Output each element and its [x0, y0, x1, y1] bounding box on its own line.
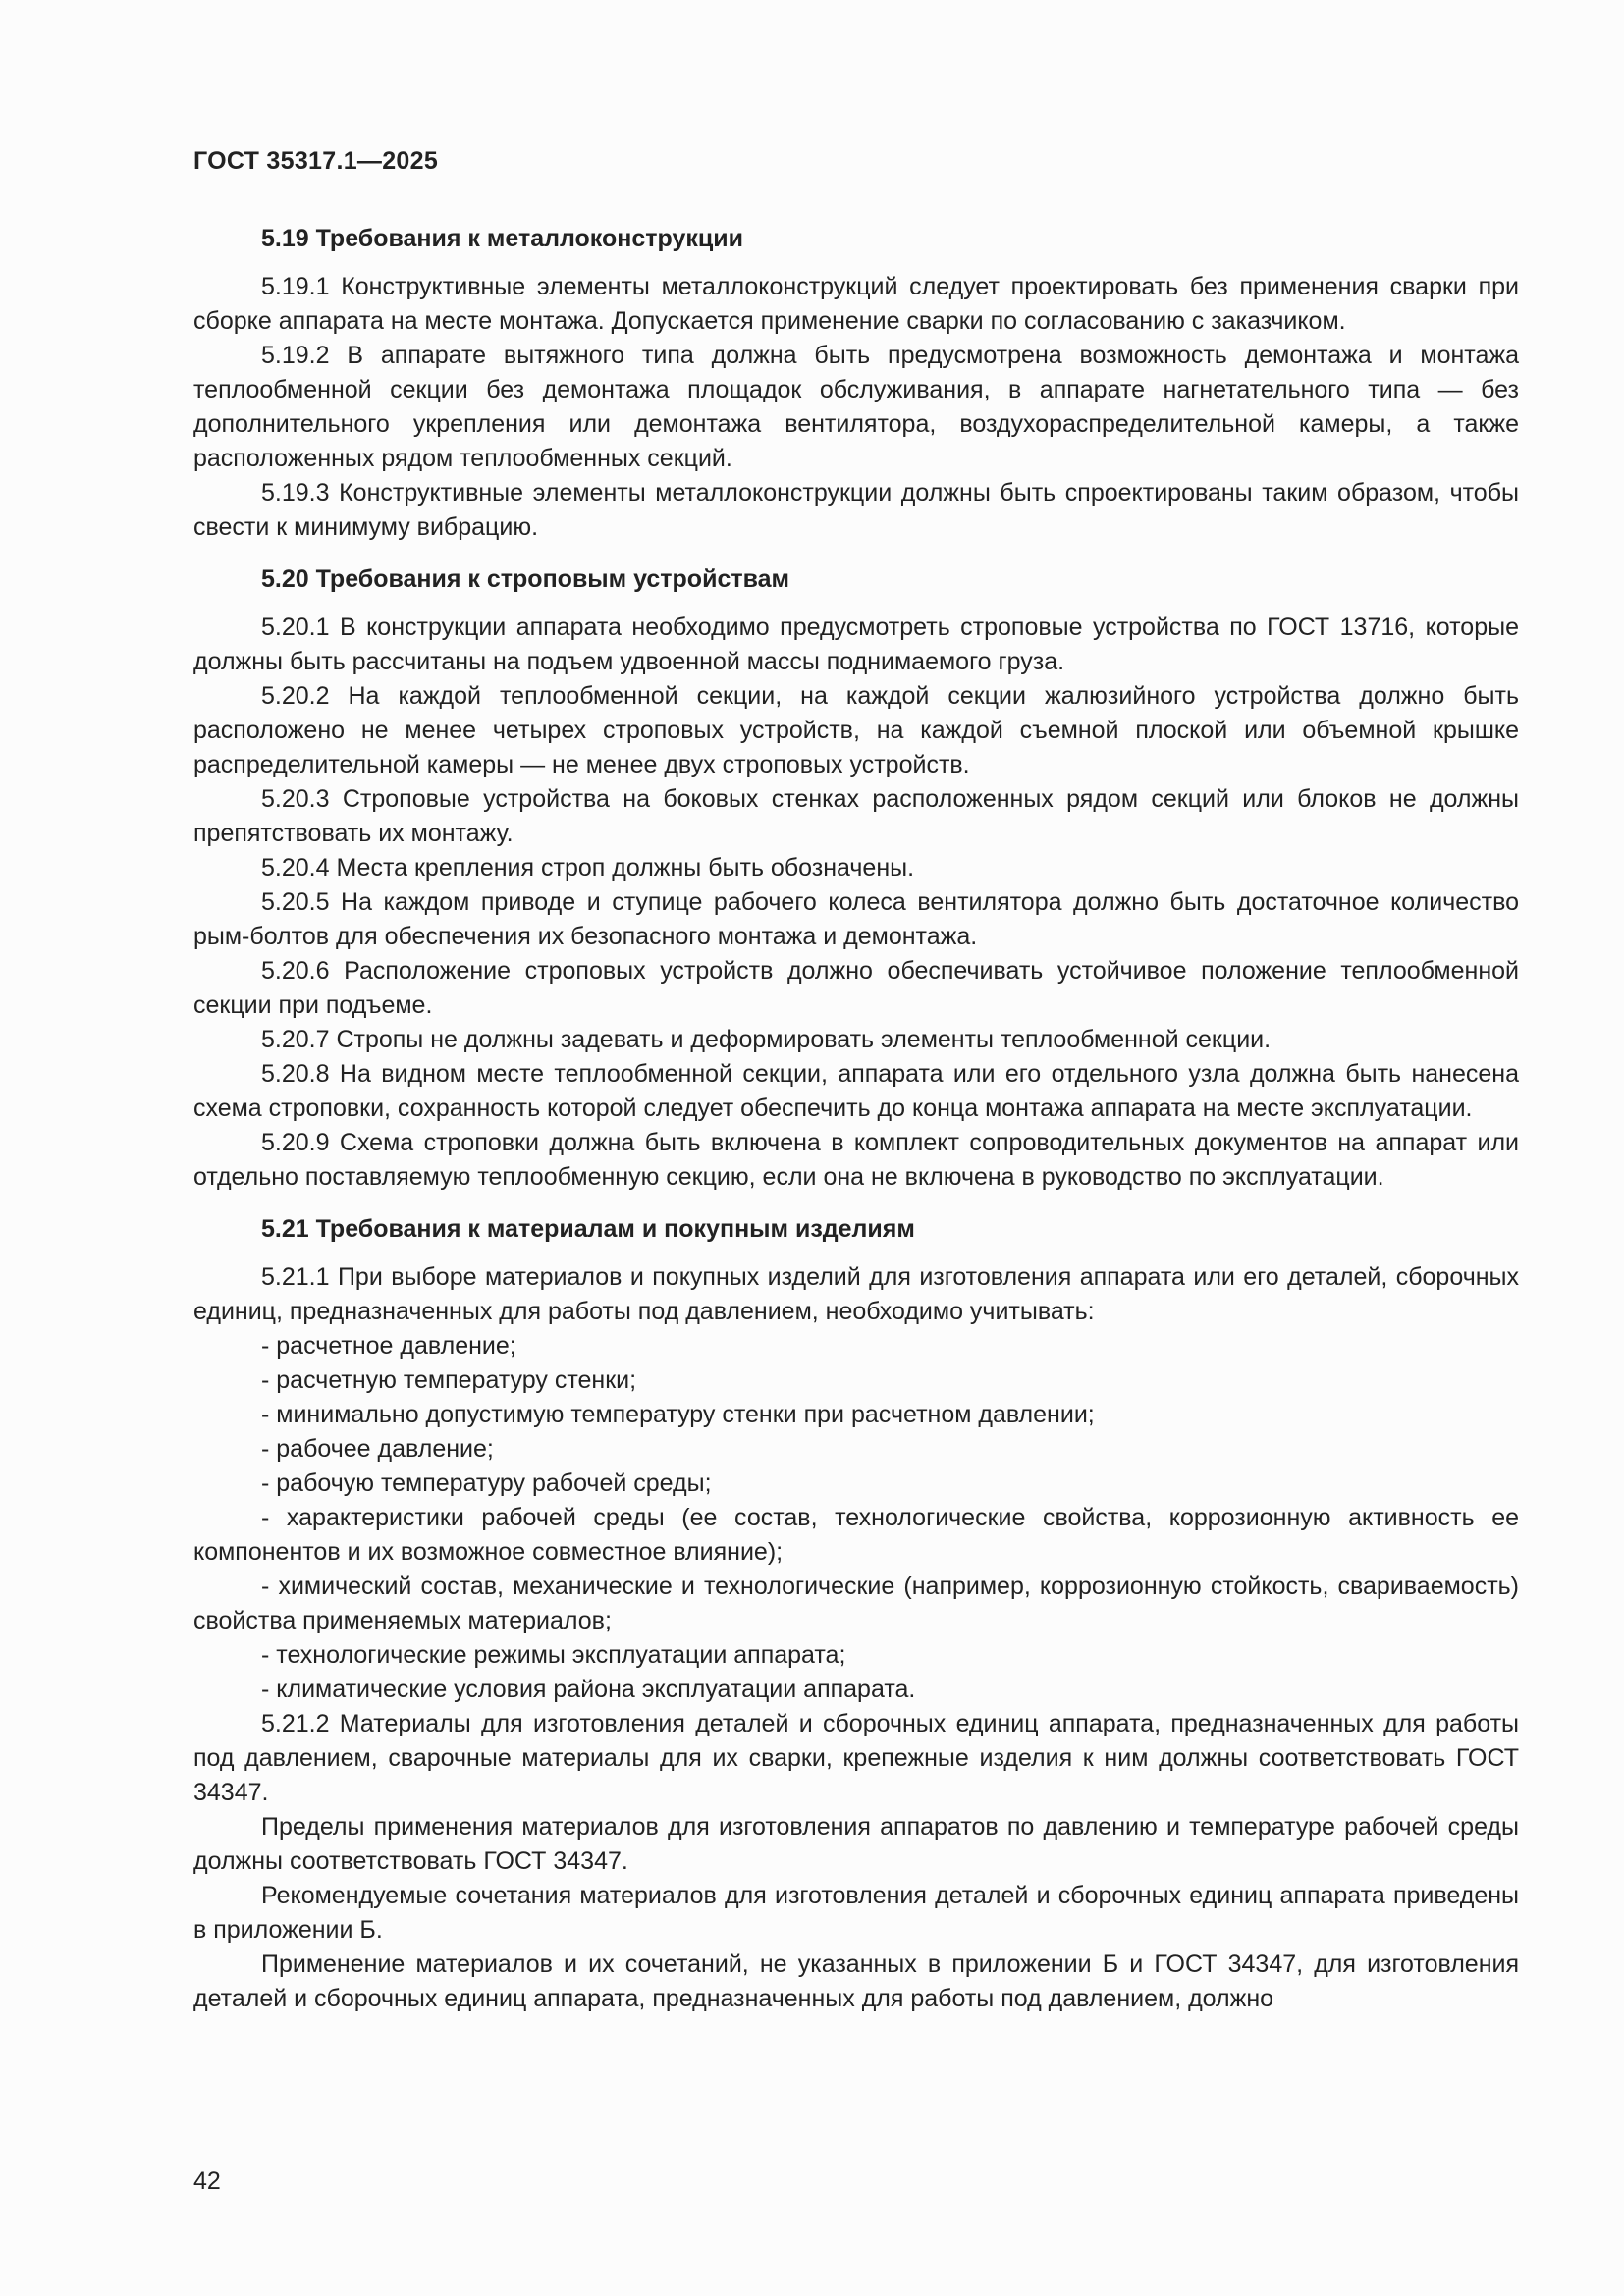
list-item: - характеристики рабочей среды (ее состав, технологические свойства, коррозионную активность ее компонентов и их возможное совместное влияние);: [193, 1504, 1519, 1566]
list-item: - климатические условия района эксплуатации аппарата.: [261, 1676, 916, 1703]
paragraph-5-20-9: 5.20.9 Схема строповки должна быть включена в комплект сопроводительных документов на аппарат или отдельно поставляемую теплообменную секцию, если она не включена в руководство по эксплуатации.: [193, 1129, 1519, 1191]
section-title-5-19: 5.19 Требования к металлоконструкции: [261, 225, 743, 252]
paragraph-5-20-3: 5.20.3 Строповые устройства на боковых стенках расположенных рядом секций или блоков не должны препятствовать их монтажу.: [193, 785, 1519, 847]
paragraph-5-20-7: 5.20.7 Стропы не должны задевать и деформировать элементы теплообменной секции.: [261, 1026, 1272, 1053]
paragraph-other-materials: Применение материалов и их сочетаний, не указанных в приложении Б и ГОСТ 34347, для изготовления деталей и сборочных единиц аппарата, предназначенных для работы под давлением, должно: [193, 1950, 1519, 2012]
paragraph-recommended-combinations: Рекомендуемые сочетания материалов для изготовления деталей и сборочных единиц аппарата приведены в приложении Б.: [193, 1882, 1519, 1944]
paragraph-5-19-1: 5.19.1 Конструктивные элементы металлоконструкций следует проектировать без применения сварки при сборке аппарата на месте монтажа. Допускается применение сварки по согласованию с заказчиком.: [193, 273, 1519, 335]
paragraph-5-19-2: 5.19.2 В аппарате вытяжного типа должна быть предусмотрена возможность демонтажа и монтажа теплообменной секции без демонтажа площадок обслуживания, в аппарате нагнетательного типа — без дополнительного укрепления или демонтажа вентилятора, воздухораспределительной камеры, а также расположенных рядом теплообменных секций.: [193, 342, 1519, 472]
paragraph-5-20-4: 5.20.4 Места крепления строп должны быть обозначены.: [261, 854, 915, 881]
list-item: - минимально допустимую температуру стенки при расчетном давлении;: [261, 1401, 1095, 1428]
list-item: - технологические режимы эксплуатации аппарата;: [261, 1641, 846, 1669]
section-title-5-21: 5.21 Требования к материалам и покупным изделиям: [261, 1215, 915, 1243]
list-item: - рабочую температуру рабочей среды;: [261, 1469, 712, 1497]
list-item: - рабочее давление;: [261, 1435, 494, 1463]
paragraph-5-20-5: 5.20.5 На каждом приводе и ступице рабочего колеса вентилятора должно быть достаточное количество рым-болтов для обеспечения их безопасного монтажа и демонтажа.: [193, 888, 1519, 950]
document-code-header: ГОСТ 35317.1—2025: [193, 147, 439, 175]
paragraph-5-19-3: 5.19.3 Конструктивные элементы металлоконструкции должны быть спроектированы таким образом, чтобы свести к минимуму вибрацию.: [193, 479, 1519, 541]
paragraph-5-20-6: 5.20.6 Расположение строповых устройств должно обеспечивать устойчивое положение теплообменной секции при подъеме.: [193, 957, 1519, 1019]
document-body: [193, 222, 1519, 2016]
list-item: - химический состав, механические и технологические (например, коррозионную стойкость, свариваемость) свойства применяемых материалов;: [193, 1573, 1519, 1634]
paragraph-5-20-1: 5.20.1 В конструкции аппарата необходимо предусмотреть строповые устройства по ГОСТ 13716, которые должны быть рассчитаны на подъем удвоенной массы поднимаемого груза.: [193, 614, 1519, 675]
paragraph-5-21-1: 5.21.1 При выборе материалов и покупных изделий для изготовления аппарата или его деталей, сборочных единиц, предназначенных для работы под давлением, необходимо учитывать:: [193, 1263, 1519, 1325]
section-title-5-20: 5.20 Требования к строповым устройствам: [261, 565, 790, 593]
paragraph-material-limits: Пределы применения материалов для изготовления аппаратов по давлению и температуре рабочей среды должны соответствовать ГОСТ 34347.: [193, 1813, 1519, 1875]
paragraph-5-20-2: 5.20.2 На каждой теплообменной секции, на каждой секции жалюзийного устройства должно быть расположено не менее четырех строповых устройств, на каждой съемной плоской или объемной крышке распределительной камеры — не менее двух строповых устройств.: [193, 682, 1519, 778]
list-item: - расчетную температуру стенки;: [261, 1366, 637, 1394]
page-number: 42: [193, 2167, 221, 2195]
paragraph-5-21-2: 5.21.2 Материалы для изготовления деталей и сборочных единиц аппарата, предназначенных для работы под давлением, сварочные материалы для их сварки, крепежные изделия к ним должны соответствовать ГОСТ 34347.: [193, 1710, 1519, 1806]
list-item: - расчетное давление;: [261, 1332, 516, 1360]
paragraph-5-20-8: 5.20.8 На видном месте теплообменной секции, аппарата или его отдельного узла должна быть нанесена схема строповки, сохранность которой следует обеспечить до конца монтажа аппарата на месте эксплуатации.: [193, 1060, 1519, 1122]
